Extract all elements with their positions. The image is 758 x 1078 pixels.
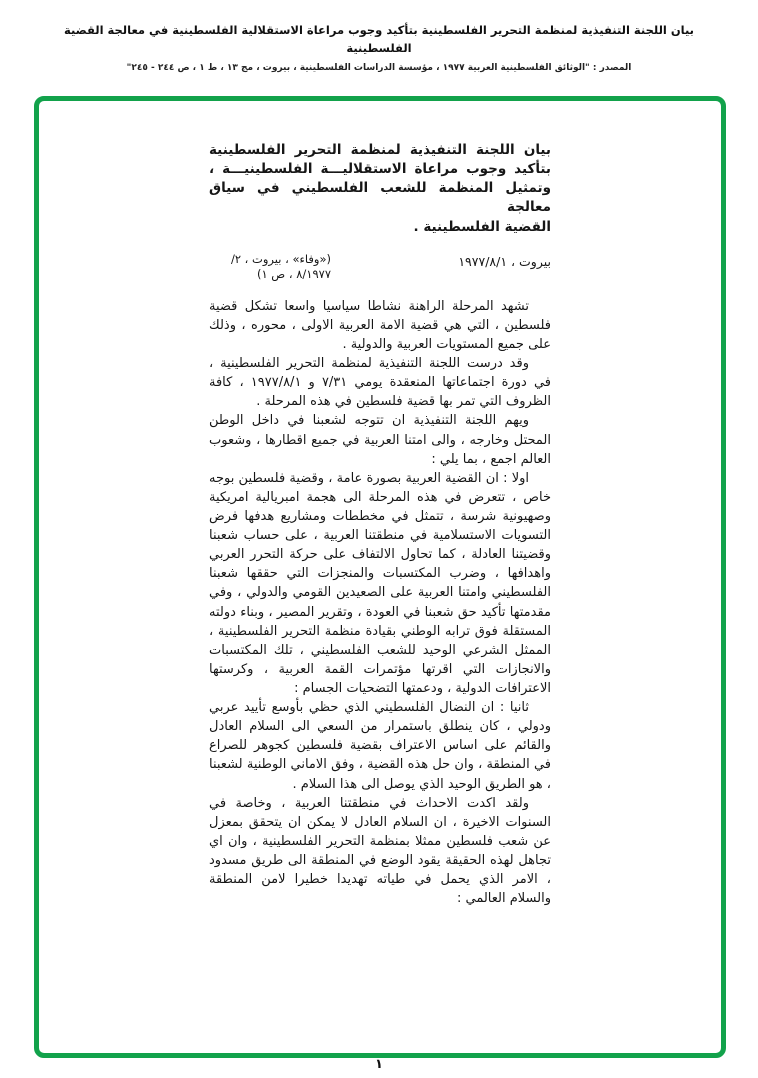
document-title: بيان اللجنة التنفيذية لمنظمة التحرير الفلسطينية بتأكيد وجوب مراعاة الاستقلالية الفلسطينية في معالجة القضية الفلسطينية xyxy=(64,23,694,55)
statement-paragraph: ولقد اكدت الاحداث في منطقتنا العربية ، وخاصة في السنوات الاخيرة ، ان السلام العادل لا يمكن ان يتحقق بمعزل عن شعب فلسطين ممثلا بمنظمة التحرير الفلسطينية ، وان اي تجاهل لهذه الحقيقة يقود الوضع في المنطقة الى طريق مسدود ، الامر الذي يحمل في طياته تهديدا خطيرا لامن المنطقة والسلام العالمي : xyxy=(209,795,551,907)
statement-title-line: بتأكيد وجوب مراعاة الاستقلاليـــة الفلسطينيـــة ، xyxy=(209,161,551,178)
document-source-line: المصدر : "الوثائق الفلسطينية العربية ١٩٧٧ ، مؤسسة الدراسات الفلسطينية ، بيروت ، مج ١٣ ، ط ١ ، ص ٢٤٤ - ٢٤٥" xyxy=(126,62,632,73)
statement-content xyxy=(209,141,551,908)
dateline-publication-line2: ٨/١٩٧٧ ، ص ١) xyxy=(256,267,331,282)
dateline-place-date: بيروت ، ١٩٧٧/٨/١ xyxy=(458,253,551,269)
statement-title xyxy=(209,141,551,237)
dateline-publication xyxy=(209,252,331,283)
statement-body xyxy=(209,297,551,909)
statement-title-line: القضية الفلسطينية . xyxy=(413,218,551,235)
statement-paragraph: تشهد المرحلة الراهنة نشاطا سياسيا واسعا تشكل قضية فلسطين ، التي هي قضية الامة العربية الاولى ، محوره ، وذلك على جميع المستويات العربية والدولية . xyxy=(209,298,551,353)
statement-paragraph: ثانيا : ان النضال الفلسطيني الذي حظي بأوسع تأييد عربي ودولي ، كان ينطلق باستمرار من السعي الى السلام العادل والقائم على اساس الاعتراف بقضية فلسطين كجوهر للصراع في المنطقة ، وان حل هذه القضية ، وفق الاماني الوطنية لشعبنا ، هو الطريق الوحيد الذي يوصل الى هذا السلام . xyxy=(209,700,551,792)
statement-dateline xyxy=(209,252,551,283)
statement-paragraph: ويهم اللجنة التنفيذية ان تتوجه لشعبنا في داخل الوطن المحتل وخارجه ، والى امتنا العربية في جميع اقطارها ، وشعوب العالم اجمع ، بما يلي : xyxy=(209,413,551,467)
statement-title-line: بيان اللجنة التنفيذية لمنظمة التحرير الفلسطينية xyxy=(209,142,551,158)
dateline-publication-line1: («وفاء» ، بيروت ، ٢/ xyxy=(230,251,331,266)
green-border-frame xyxy=(34,96,726,1058)
statement-title-line: وتمثيل المنظمة للشعب الفلسطيني في سياق معالجة xyxy=(209,180,551,216)
statement-paragraph: وقد درست اللجنة التنفيذية لمنظمة التحرير الفلسطينية ، في دورة اجتماعاتها المنعقدة يومي ٧/٣١ و ١٩٧٧/٨/١ ، كافة الظروف التي تمر بها قضية فلسطين في هذه المرحلة . xyxy=(209,356,552,410)
document-header xyxy=(34,22,724,73)
page-number: ١ xyxy=(375,1057,383,1072)
statement-paragraph: اولا : ان القضية العربية بصورة عامة ، وقضية فلسطين بوجه خاص ، تتعرض في هذه المرحلة الى هجمة امبريالية امريكية وصهيونية شرسة ، تتمثل في مخططات ومشاريع هدفها فرض التسويات الاستسلامية في منطقتنا العربية ، على حساب شعبنا وقضيتنا العادلة ، كما تحاول الالتفاف على حركة التحرر العربي واهدافها ، وضرب المكتسبات والمنجزات التي حققها شعبنا الفلسطيني وامتنا العربية على الصعيدين القومي والدولي ، وفي مقدمتها تأكيد حق شعبنا في العودة ، وتقرير المصير ، وبناء دولته المستقلة فوق ترابه الوطني بقيادة منظمة التحرير الفلسطينية ، الممثل الشرعي الوحيد للشعب الفلسطيني ، تلك المكتسبات والانجازات التي اقرتها مؤتمرات القمة العربية ، وكرستها الاعترافات الدولية ، ودعمتها التضحيات الجسام : xyxy=(209,470,551,696)
